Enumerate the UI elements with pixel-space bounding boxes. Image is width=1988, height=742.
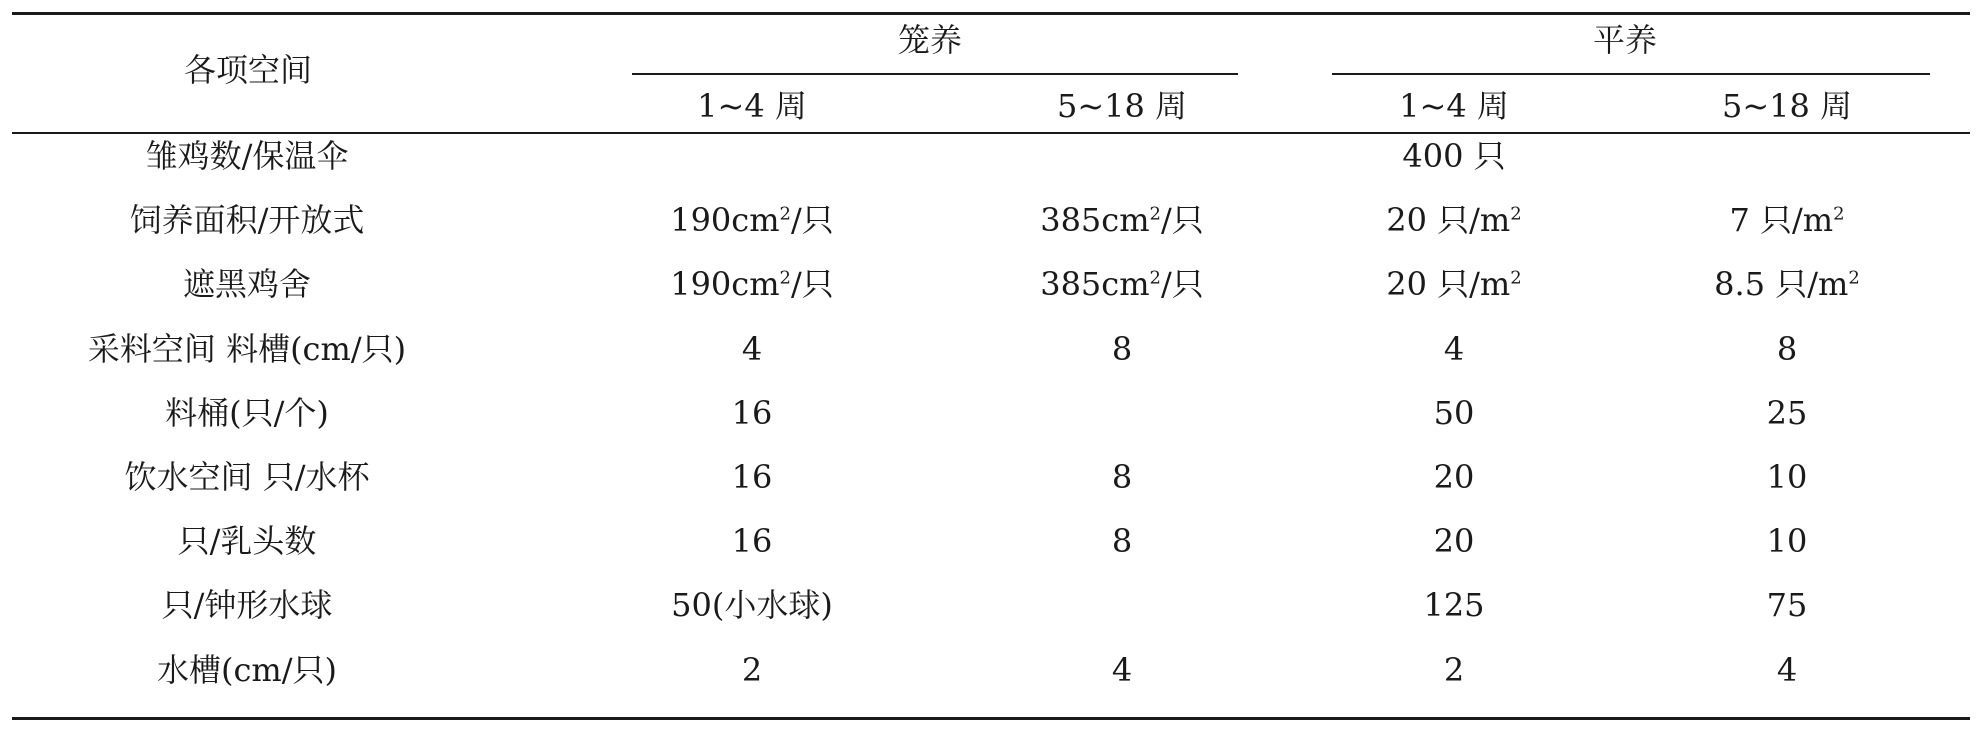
table-cell-f2: 4 [1776, 650, 1798, 689]
table-cell-f2: 10 [1766, 458, 1808, 496]
table-cell-c1: $190cm^2/$只 [670, 265, 834, 304]
data-table [12, 12, 1970, 732]
row-label: 采料空间 料槽(cm/只) [87, 329, 407, 368]
table-cell-f2: 8 [1776, 329, 1798, 368]
table-cell-c1: $190cm^2/$只 [670, 201, 834, 240]
table-top-rule [12, 12, 1970, 15]
row-label: 只/钟形水球 [161, 586, 333, 625]
table-cell-f2: 8.5 只$/m^2$ [1714, 265, 1860, 304]
header-row-label: 各项空间 [183, 51, 313, 89]
table-cell-c2: $385cm^2/$只 [1040, 201, 1204, 240]
row-label: 雏鸡数/保温伞 [145, 137, 349, 175]
table-cell-f2: 7 只$/m^2$ [1729, 201, 1845, 240]
row-label: 饲养面积/开放式 [129, 201, 365, 240]
row-label: 遮黑鸡舍 [182, 265, 312, 304]
table-cell-c1: 16 [731, 522, 773, 561]
table-cell-c2: 8 [1111, 329, 1133, 368]
table-cell-f1: 20 只$/m^2$ [1386, 201, 1522, 240]
table-cell-f1: 125 [1423, 586, 1485, 625]
header-cage-week-5-18: 5~18 周 [1056, 87, 1188, 125]
table-cell-f2: 75 [1766, 586, 1808, 625]
table-cell-c1: 16 [731, 458, 773, 496]
row-label: 饮水空间 只/水杯 [124, 458, 370, 496]
header-floor-group: 平养 [1592, 21, 1658, 59]
row-label: 料桶(只/个) [165, 393, 329, 432]
table-cell-f1: 50 [1433, 393, 1475, 432]
table-cell-f1: 2 [1443, 650, 1465, 689]
header-cage-week-1-4: 1~4 周 [697, 87, 807, 125]
table-bottom-rule [12, 717, 1970, 720]
table-cell-f1: 20 [1433, 458, 1475, 496]
table-cell-f1: 400 只 [1402, 137, 1506, 175]
header-cage-group: 笼养 [897, 21, 963, 59]
table-cell-c2: 8 [1111, 458, 1133, 496]
table-cell-c2: $385cm^2/$只 [1040, 265, 1204, 304]
row-label: 只/乳头数 [177, 522, 317, 561]
table-cell-c1: 2 [741, 650, 763, 689]
table-cell-c1: 4 [741, 329, 763, 368]
floor-group-rule [1332, 73, 1930, 75]
table-cell-c1: 50(小水球) [671, 586, 833, 625]
table-cell-c2: 8 [1111, 522, 1133, 561]
table-cell-f1: 20 [1433, 522, 1475, 561]
table-cell-f1: 20 只$/m^2$ [1386, 265, 1522, 304]
row-label: 水槽(cm/只) [156, 650, 338, 689]
table-cell-f2: 25 [1766, 393, 1808, 432]
header-floor-week-5-18: 5~18 周 [1721, 87, 1853, 125]
header-bottom-rule [12, 132, 1970, 134]
cage-group-rule [632, 73, 1238, 75]
table-cell-c1: 16 [731, 393, 773, 432]
table-cell-f2: 10 [1766, 522, 1808, 561]
table-cell-c2: 4 [1111, 650, 1133, 689]
table-cell-f1: 4 [1443, 329, 1465, 368]
header-floor-week-1-4: 1~4 周 [1399, 87, 1509, 125]
